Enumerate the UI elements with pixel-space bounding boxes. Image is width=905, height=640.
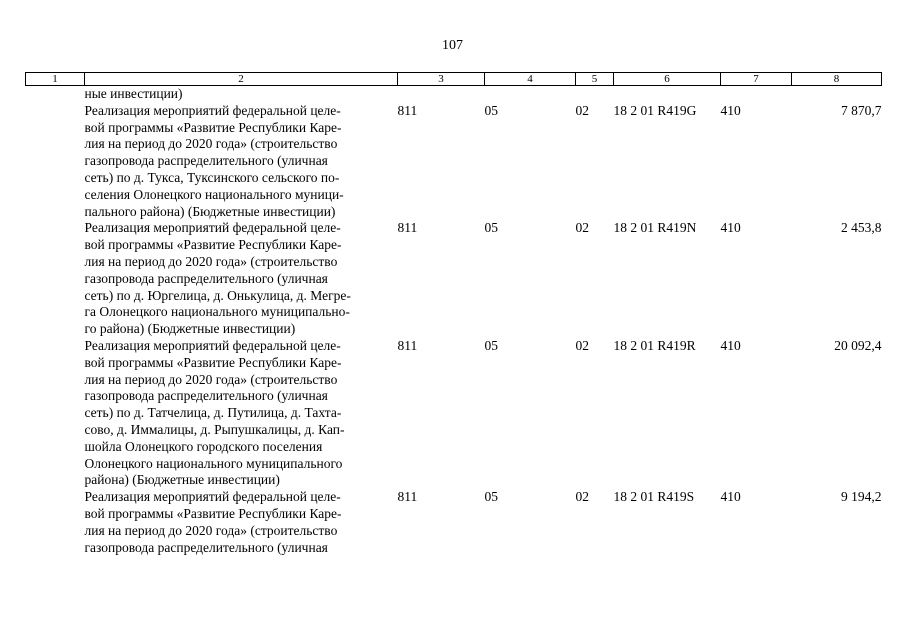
header-col-1: 1 bbox=[26, 73, 85, 86]
cell-col-1 bbox=[26, 86, 85, 103]
cell-ministry-code bbox=[398, 86, 485, 103]
cell-expense-type: 410 bbox=[720, 489, 741, 505]
description-line: района) (Бюджетные инвестиции) bbox=[84, 472, 280, 488]
description-line: пального района) (Бюджетные инвестиции) bbox=[84, 203, 336, 219]
cell-subsection: 02 bbox=[575, 102, 589, 118]
cell-description bbox=[85, 220, 398, 338]
table-row bbox=[26, 103, 882, 221]
cell-description bbox=[85, 489, 398, 556]
header-row bbox=[26, 73, 882, 86]
description-line: лия на период до 2020 года» (строительство bbox=[84, 522, 338, 538]
description-line: газопровода распределительного (уличная bbox=[84, 153, 328, 169]
description-line: вой программы «Развитие Республики Каре- bbox=[84, 354, 342, 370]
cell-amount: 2 453,8 bbox=[841, 220, 882, 236]
cell-description bbox=[85, 86, 398, 103]
description-line: Реализация мероприятий федеральной целе- bbox=[84, 337, 341, 353]
cell-amount: 9 194,2 bbox=[841, 489, 882, 505]
description-line: газопровода распределительного (уличная bbox=[84, 388, 328, 404]
cell-subsection bbox=[576, 86, 614, 103]
cell-section bbox=[485, 86, 576, 103]
cell-ministry-code: 811 bbox=[397, 337, 418, 353]
cell-section: 05 bbox=[484, 337, 498, 353]
cell-subsection: 02 bbox=[575, 220, 589, 236]
cell-ministry-code: 811 bbox=[397, 220, 418, 236]
table-row bbox=[26, 489, 882, 556]
cell-ministry-code: 811 bbox=[397, 102, 418, 118]
cell-section: 05 bbox=[484, 489, 498, 505]
header-col-4: 4 bbox=[485, 73, 576, 86]
table-row bbox=[26, 86, 882, 103]
cell-amount: 20 092,4 bbox=[834, 337, 882, 353]
cell-col-1 bbox=[26, 489, 85, 556]
cell-description bbox=[85, 338, 398, 489]
description-line: газопровода распределительного (уличная bbox=[84, 539, 328, 555]
cell-section: 05 bbox=[484, 220, 498, 236]
cell-expense-type bbox=[721, 86, 792, 103]
description-line: вой программы «Развитие Республики Каре- bbox=[84, 505, 342, 521]
description-line: вой программы «Развитие Республики Каре- bbox=[84, 237, 342, 253]
description-line: сеть) по д. Татчелица, д. Путилица, д. Тахта- bbox=[84, 405, 342, 421]
description-line: Олонецкого национального муниципального bbox=[84, 455, 343, 471]
description-line: Реализация мероприятий федеральной целе- bbox=[84, 489, 341, 505]
header-col-7: 7 bbox=[721, 73, 792, 86]
cell-section: 05 bbox=[484, 102, 498, 118]
description-line: шойла Олонецкого городского поселения bbox=[84, 438, 323, 454]
description-line: сеть) по д. Юргелица, д. Онькулица, д. Мегре- bbox=[84, 287, 351, 303]
cell-amount: 7 870,7 bbox=[841, 102, 882, 118]
description-line: селения Олонецкого национального муници- bbox=[84, 186, 344, 202]
description-line: сово, д. Иммалицы, д. Рыпушкалицы, д. Кап- bbox=[84, 421, 345, 437]
cell-ministry-code: 811 bbox=[397, 489, 418, 505]
cell-subsection: 02 bbox=[575, 337, 589, 353]
header-col-2: 2 bbox=[85, 73, 398, 86]
description-line: лия на период до 2020 года» (строительство bbox=[84, 136, 338, 152]
cell-col-1 bbox=[26, 103, 85, 221]
description-line: Реализация мероприятий федеральной целе- bbox=[84, 220, 341, 236]
cell-target-article: 18 2 01 R419N bbox=[613, 220, 697, 236]
header-col-8: 8 bbox=[792, 73, 882, 86]
description-line: сеть) по д. Тукса, Туксинского сельского по- bbox=[84, 169, 340, 185]
cell-amount bbox=[792, 86, 882, 103]
budget-table bbox=[25, 72, 882, 556]
description-line: Реализация мероприятий федеральной целе- bbox=[84, 102, 341, 118]
description-line: га Олонецкого национального муниципально- bbox=[84, 304, 350, 320]
cell-target-article: 18 2 01 R419S bbox=[613, 489, 695, 505]
cell-target-article: 18 2 01 R419R bbox=[613, 337, 696, 353]
cell-target-article bbox=[614, 86, 721, 103]
page-number: 107 bbox=[442, 38, 463, 53]
cell-expense-type: 410 bbox=[720, 102, 741, 118]
header-col-3: 3 bbox=[398, 73, 485, 86]
description-line: ные инвестиции) bbox=[84, 86, 183, 101]
cell-target-article: 18 2 01 R419G bbox=[613, 102, 697, 118]
cell-subsection: 02 bbox=[575, 489, 589, 505]
header-col-6: 6 bbox=[614, 73, 721, 86]
cell-col-1 bbox=[26, 338, 85, 489]
description-line: газопровода распределительного (уличная bbox=[84, 270, 328, 286]
cell-expense-type: 410 bbox=[720, 337, 741, 353]
description-line: вой программы «Развитие Республики Каре- bbox=[84, 119, 342, 135]
description-line: лия на период до 2020 года» (строительство bbox=[84, 253, 338, 269]
cell-description bbox=[85, 103, 398, 221]
cell-col-1 bbox=[26, 220, 85, 338]
cell-expense-type: 410 bbox=[720, 220, 741, 236]
header-col-5: 5 bbox=[576, 73, 614, 86]
table-row bbox=[26, 338, 882, 489]
table-row bbox=[26, 220, 882, 338]
description-line: го района) (Бюджетные инвестиции) bbox=[84, 321, 296, 337]
description-line: лия на период до 2020 года» (строительство bbox=[84, 371, 338, 387]
